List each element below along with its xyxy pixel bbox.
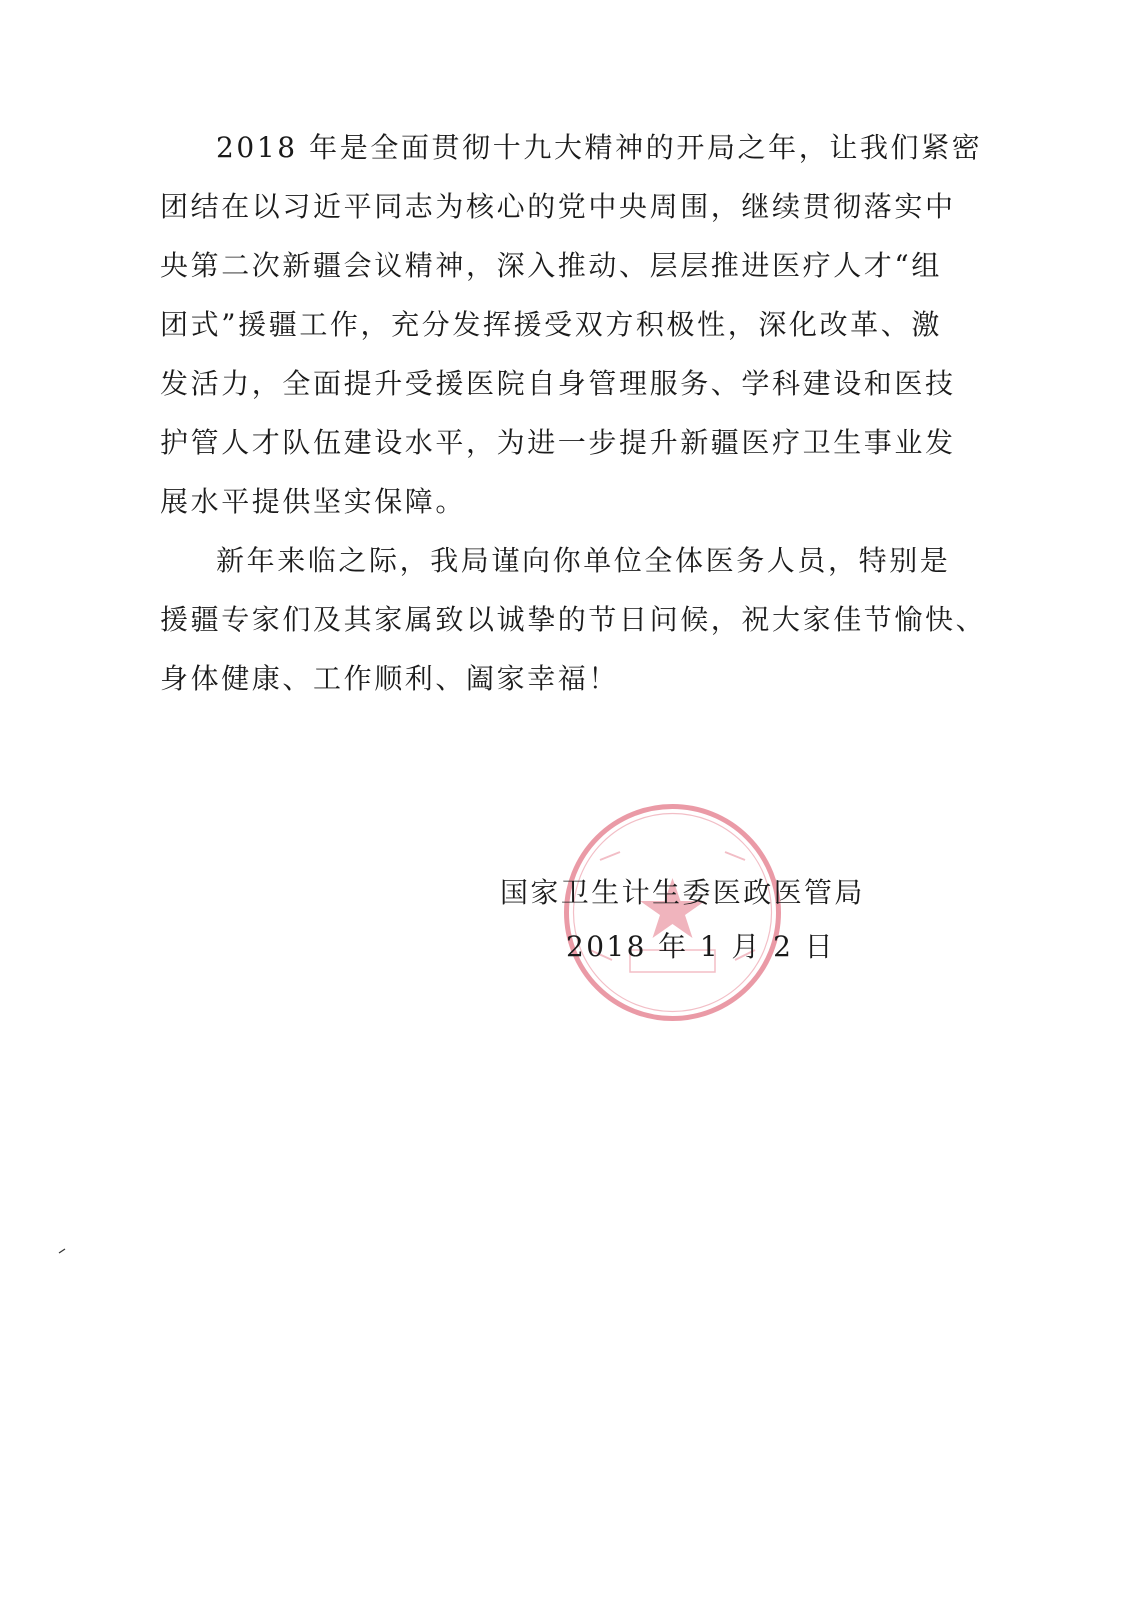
letter-body	[160, 118, 987, 708]
paragraph-1-line-7: 展水平提供坚实保障。	[160, 485, 467, 518]
paragraph-1-line-6: 护管人才队伍建设水平，为进一步提升新疆医疗卫生事业发	[160, 426, 956, 459]
paragraph-2-line-2: 援疆专家们及其家属致以诚挚的节日问候，祝大家佳节愉快、	[160, 603, 987, 636]
scan-speck-mark	[58, 1248, 66, 1254]
issuing-organization: 国家卫生计生委医政医管局	[500, 876, 865, 909]
paragraph-2-line-1: 新年来临之际，我局谨向你单位全体医务人员，特别是	[216, 544, 951, 577]
paragraph-1-line-3: 央第二次新疆会议精神，深入推动、层层推进医疗人才“组	[160, 249, 942, 282]
paragraph-1-line-2: 团结在以习近平同志为核心的党中央周围，继续贯彻落实中	[160, 190, 956, 223]
signature-block	[500, 866, 880, 974]
issue-date: 2018 年 1 月 2 日	[566, 930, 835, 963]
paragraph-2-line-3: 身体健康、工作顺利、阖家幸福！	[160, 662, 620, 695]
paragraph-1-line-5: 发活力，全面提升受援医院自身管理服务、学科建设和医技	[160, 367, 956, 400]
paragraph-1-line-1: 2018 年是全面贯彻十九大精神的开局之年，让我们紧密	[216, 131, 983, 164]
paragraph-1-line-4: 团式”援疆工作，充分发挥援受双方积极性，深化改革、激	[160, 308, 942, 341]
